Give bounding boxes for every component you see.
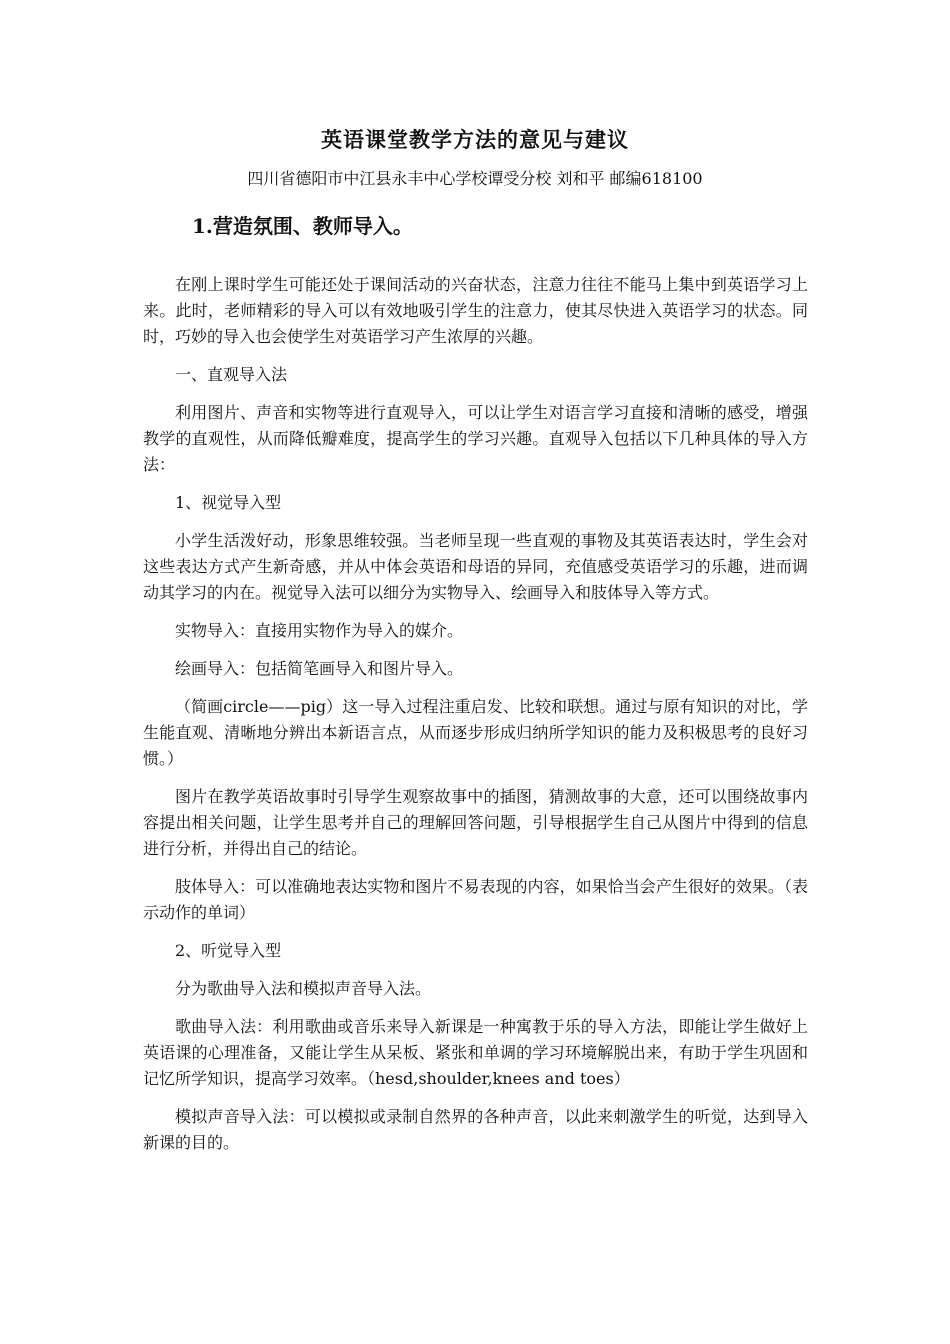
paragraph: 分为歌曲导入法和模拟声音导入法。	[175, 979, 432, 998]
subheading-intuitive-method: 一、直观导入法	[175, 365, 288, 384]
subheading-visual-type: 1、视觉导入型	[175, 493, 282, 512]
paragraph: 小学生活泼好动，形象思维较强。当老师呈现一些直观的事物及其英语表达时，学生会对这些表达方式产生新奇感，并从中体会英语和母语的异同，充值感受英语学习的乐趣，进而调动其学习的内在。视觉导入法可以细分为实物导入、绘画导入和肢体导入等方式。	[143, 531, 808, 602]
subheading-auditory-type: 2、听觉导入型	[175, 941, 282, 960]
section-heading: 1.营造氛围、教师导入。	[192, 214, 413, 238]
paragraph: 模拟声音导入法：可以模拟或录制自然界的各种声音，以此来刺激学生的听觉，达到导入新课的目的。	[143, 1107, 808, 1152]
document-title: 英语课堂教学方法的意见与建议	[321, 127, 629, 152]
paragraph: 绘画导入：包括简笔画导入和图片导入。	[175, 659, 464, 678]
paragraph: 利用图片、声音和实物等进行直观导入，可以让学生对语言学习直接和清晰的感受，增强教学的直观性，从而降低瓣难度，提高学生的学习兴趣。直观导入包括以下几种具体的导入方法：	[143, 403, 808, 474]
document-body	[143, 272, 808, 1168]
paragraph: 实物导入：直接用实物作为导入的媒介。	[175, 621, 464, 640]
paragraph: 在刚上课时学生可能还处于课间活动的兴奋状态，注意力往往不能马上集中到英语学习上来。此时，老师精彩的导入可以有效地吸引学生的注意力，使其尽快进入英语学习的状态。同时，巧妙的导入也会使学生对英语学习产生浓厚的兴趣。	[143, 275, 808, 346]
paragraph: （简画circle——pig）这一导入过程注重启发、比较和联想。通过与原有知识的对比，学生能直观、清晰地分辨出本新语言点，从而逐步形成归纳所学知识的能力及积极思考的良好习惯。）	[143, 697, 808, 768]
author-line: 四川省德阳市中江县永丰中心学校谭受分校 刘和平 邮编618100	[247, 169, 703, 188]
paragraph: 肢体导入：可以准确地表达实物和图片不易表现的内容，如果恰当会产生很好的效果。（表示动作的单词）	[143, 877, 808, 922]
paragraph: 歌曲导入法：利用歌曲或音乐来导入新课是一种寓教于乐的导入方法，即能让学生做好上英语课的心理准备，又能让学生从呆板、紧张和单调的学习环境解脱出来，有助于学生巩固和记忆所学知识，提高学习效率。（hesd,shoulder,knees and toes）	[143, 1017, 808, 1088]
paragraph: 图片在教学英语故事时引导学生观察故事中的插图，猜测故事的大意，还可以围绕故事内容提出相关问题，让学生思考并自己的理解回答问题，引导根据学生自己从图片中得到的信息进行分析，并得出自己的结论。	[143, 787, 808, 858]
